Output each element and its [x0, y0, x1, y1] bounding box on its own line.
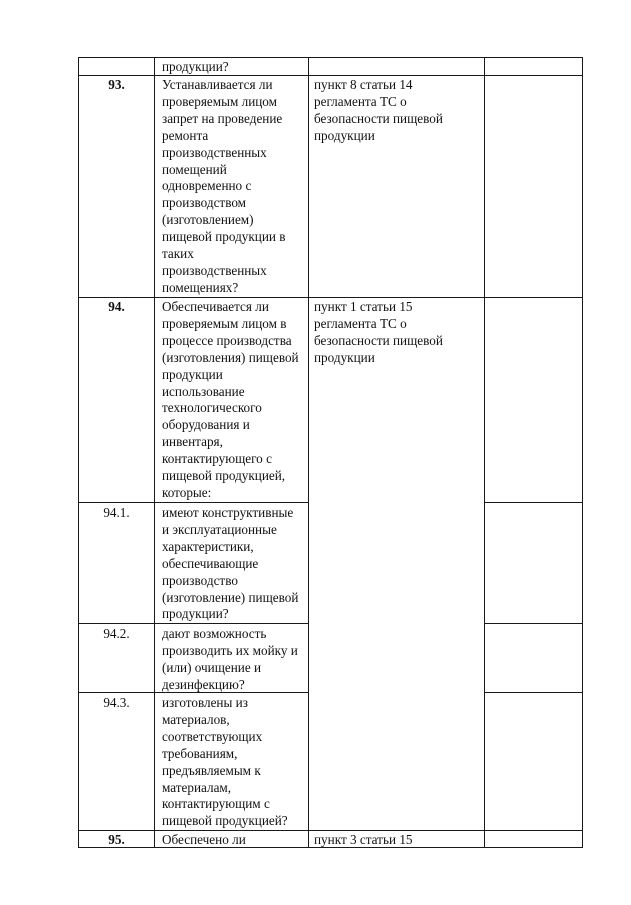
- row-divider: [78, 297, 583, 298]
- legal-reference: пункт 3 статьи 15: [314, 832, 413, 847]
- question-text: Обеспечено ли: [162, 832, 246, 847]
- row-divider: [484, 692, 583, 693]
- legal-reference: пункт 8 статьи 14 регламента ТС о безопасности пищевой продукции: [314, 77, 443, 143]
- item-number: 94.: [108, 299, 125, 314]
- item-number: 94.3.: [103, 695, 130, 710]
- question-text: дают возможность производить их мойку и (или) очищение и дезинфекцию?: [162, 626, 298, 692]
- row-divider: [78, 502, 308, 503]
- question-text: изготовлены из материалов, соответствующих требованиям, предъявляемым к материалам, контактирующим с пищевой продукцией?: [162, 695, 288, 829]
- row-divider: [78, 830, 583, 831]
- item-number: 94.2.: [103, 626, 130, 641]
- table-border-right: [582, 57, 583, 848]
- column-divider-2: [308, 57, 309, 848]
- column-divider-3: [484, 57, 485, 848]
- row-divider: [78, 75, 583, 76]
- row-divider: [484, 623, 583, 624]
- table-border-left: [78, 57, 79, 848]
- question-text: имеют конструктивные и эксплуатационные характеристики, обеспечивающие производство (изготовление) пищевой продукции?: [162, 505, 299, 622]
- legal-reference: пункт 1 статьи 15 регламента ТС о безопасности пищевой продукции: [314, 299, 443, 365]
- question-text: продукции?: [162, 59, 229, 74]
- table-border-top: [78, 57, 583, 58]
- column-divider-1: [154, 57, 155, 848]
- question-text: Устанавливается ли проверяемым лицом запрет на проведение ремонта производственных помещений одновременно с производством (изготовлением) пищевой продукции в таких производственных помещениях?: [162, 77, 286, 295]
- item-number: 95.: [108, 832, 125, 847]
- question-text: Обеспечивается ли проверяемым лицом в процессе производства (изготовления) пищевой продукции использование технологического оборудования и инвентаря, контактирующего с пищевой продукцией, которые:: [162, 299, 299, 500]
- item-number: 93.: [108, 77, 125, 92]
- row-divider: [484, 502, 583, 503]
- item-number: 94.1.: [103, 505, 130, 520]
